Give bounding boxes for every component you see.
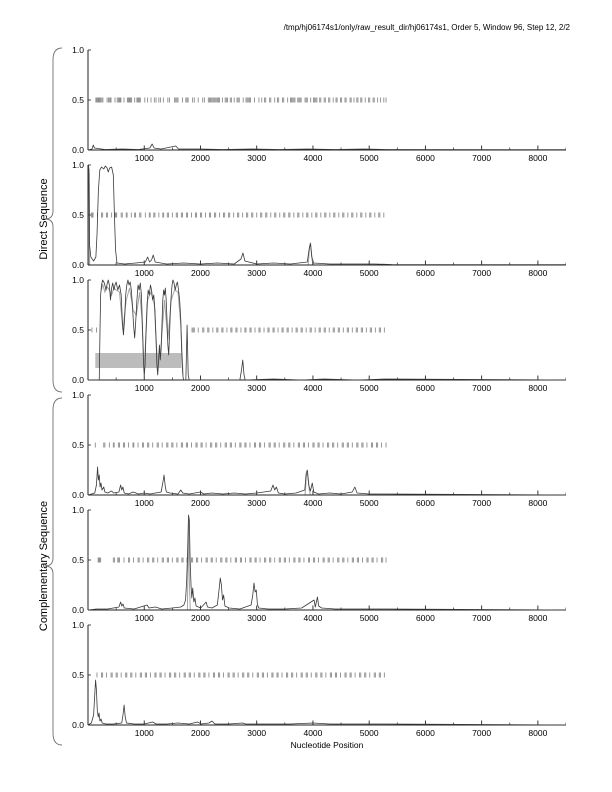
complementary-3-ytick-label: 0.5 [72,670,84,680]
complementary-2-xtick-label: 1000 [134,613,154,622]
complementary-sequence-label: Complementary Sequence [38,500,50,632]
complementary-2-xtick-label: 2000 [191,613,210,622]
complementary-2-xtick-label: 8000 [528,613,548,622]
complementary-3-canvas [54,622,566,737]
direct-3-xtick-label: 8000 [528,383,548,392]
direct-2-xtick-label: 4000 [303,268,323,277]
complementary-1-probability-curve [88,467,566,495]
direct-3-canvas [54,277,566,392]
direct-2-canvas [54,162,566,277]
complementary-3-xtick-label: 6000 [415,728,435,737]
direct-1-ytick-label: 1.0 [72,47,84,55]
direct-1-ytick-label: 0.5 [72,95,84,105]
complementary-1-ytick-label: 0.0 [72,490,84,500]
direct-1-codon-marks [96,98,386,103]
panel-complementary-1 [54,392,566,507]
complementary-2-codon-marks [98,558,386,563]
plot-title: /tmp/hj06174s1/only/raw_result_dir/hj06174s1, Order 5, Window 96, Step 12, 2/2 [283,23,570,32]
direct-3-xtick-label: 2000 [191,383,210,392]
complementary-1-xtick-label: 8000 [528,498,548,507]
complementary-3-xtick-label: 1000 [134,728,154,737]
complementary-2-xtick-label: 6000 [415,613,435,622]
complementary-2-canvas [54,507,566,622]
complementary-1-xtick-label: 3000 [247,498,267,507]
direct-2-probability-curve [88,165,566,265]
complementary-2-xtick-label: 3000 [247,613,267,622]
direct-1-xtick-label: 2000 [191,153,210,162]
direct-1-probability-curve [88,144,566,150]
complementary-2-xtick-label: 7000 [472,613,492,622]
direct-3-xtick-label: 3000 [247,383,267,392]
direct-1-xtick-label: 4000 [303,153,323,162]
complementary-3-xtick-label: 5000 [359,728,379,737]
direct-sequence-label: Direct Sequence [38,178,50,260]
direct-1-xtick-label: 6000 [415,153,435,162]
direct-3-ytick-label: 0.5 [72,325,84,335]
complementary-1-xtick-label: 4000 [303,498,323,507]
complementary-1-axes [88,395,566,495]
complementary-2-xtick-label: 4000 [303,613,323,622]
direct-2-xtick-label: 3000 [247,268,267,277]
complementary-3-xtick-label: 8000 [528,728,548,737]
complementary-1-xtick-label: 2000 [191,498,210,507]
complementary-3-xtick-label: 7000 [472,728,492,737]
complementary-1-xtick-label: 6000 [415,498,435,507]
direct-2-xtick-label: 8000 [528,268,548,277]
direct-2-ytick-label: 0.0 [72,260,84,270]
complementary-2-xtick-label: 5000 [359,613,379,622]
complementary-1-ytick-label: 0.5 [72,440,84,450]
complementary-1-codon-marks [95,443,386,448]
complementary-3-xtick-label: 4000 [303,728,323,737]
complementary-3-xtick-label: 3000 [247,728,267,737]
direct-1-xtick-label: 3000 [247,153,267,162]
x-axis-title: Nucleotide Position [290,740,364,750]
direct-1-xtick-label: 5000 [359,153,379,162]
direct-1-canvas [54,47,566,162]
direct-2-ytick-label: 0.5 [72,210,84,220]
complementary-3-ytick-label: 0.0 [72,720,84,730]
complementary-3-xtick-label: 2000 [191,728,210,737]
complementary-2-ytick-label: 0.0 [72,605,84,615]
direct-3-xtick-label: 1000 [134,383,154,392]
complementary-1-ytick-label: 1.0 [72,392,84,400]
direct-1-xtick-label: 7000 [472,153,492,162]
panel-direct-3 [54,277,566,392]
complementary-3-probability-curve [88,680,566,725]
direct-2-xtick-label: 7000 [472,268,492,277]
complementary-2-ytick-label: 1.0 [72,507,84,515]
direct-3-xtick-label: 5000 [359,383,379,392]
complementary-2-ytick-label: 0.5 [72,555,84,565]
direct-3-xtick-label: 4000 [303,383,323,392]
direct-2-xtick-label: 6000 [415,268,435,277]
complementary-2-axes [88,510,566,610]
direct-1-xtick-label: 1000 [134,153,154,162]
direct-3-ytick-label: 0.0 [72,375,84,385]
direct-2-codon-marks [91,213,383,218]
complementary-1-xtick-label: 7000 [472,498,492,507]
complementary-3-ytick-label: 1.0 [72,622,84,630]
complementary-2-probability-curve [88,515,566,610]
direct-1-axes [88,50,566,150]
panel-direct-1 [54,47,566,162]
direct-2-xtick-label: 1000 [134,268,154,277]
complementary-3-codon-marks [97,673,384,678]
complementary-1-xtick-label: 5000 [359,498,379,507]
complementary-1-canvas [54,392,566,507]
direct-3-xtick-label: 6000 [415,383,435,392]
direct-3-codon-marks [92,328,384,333]
panel-complementary-2 [54,507,566,622]
direct-2-ytick-label: 1.0 [72,162,84,170]
direct-2-axes [88,165,566,265]
complementary-1-xtick-label: 1000 [134,498,154,507]
direct-2-xtick-label: 5000 [359,268,379,277]
panel-direct-2 [54,162,566,277]
direct-3-xtick-label: 7000 [472,383,492,392]
direct-2-xtick-label: 2000 [191,268,210,277]
direct-1-ytick-label: 0.0 [72,145,84,155]
direct-1-xtick-label: 8000 [528,153,548,162]
direct-3-ytick-label: 1.0 [72,277,84,285]
panel-complementary-3 [54,622,566,737]
